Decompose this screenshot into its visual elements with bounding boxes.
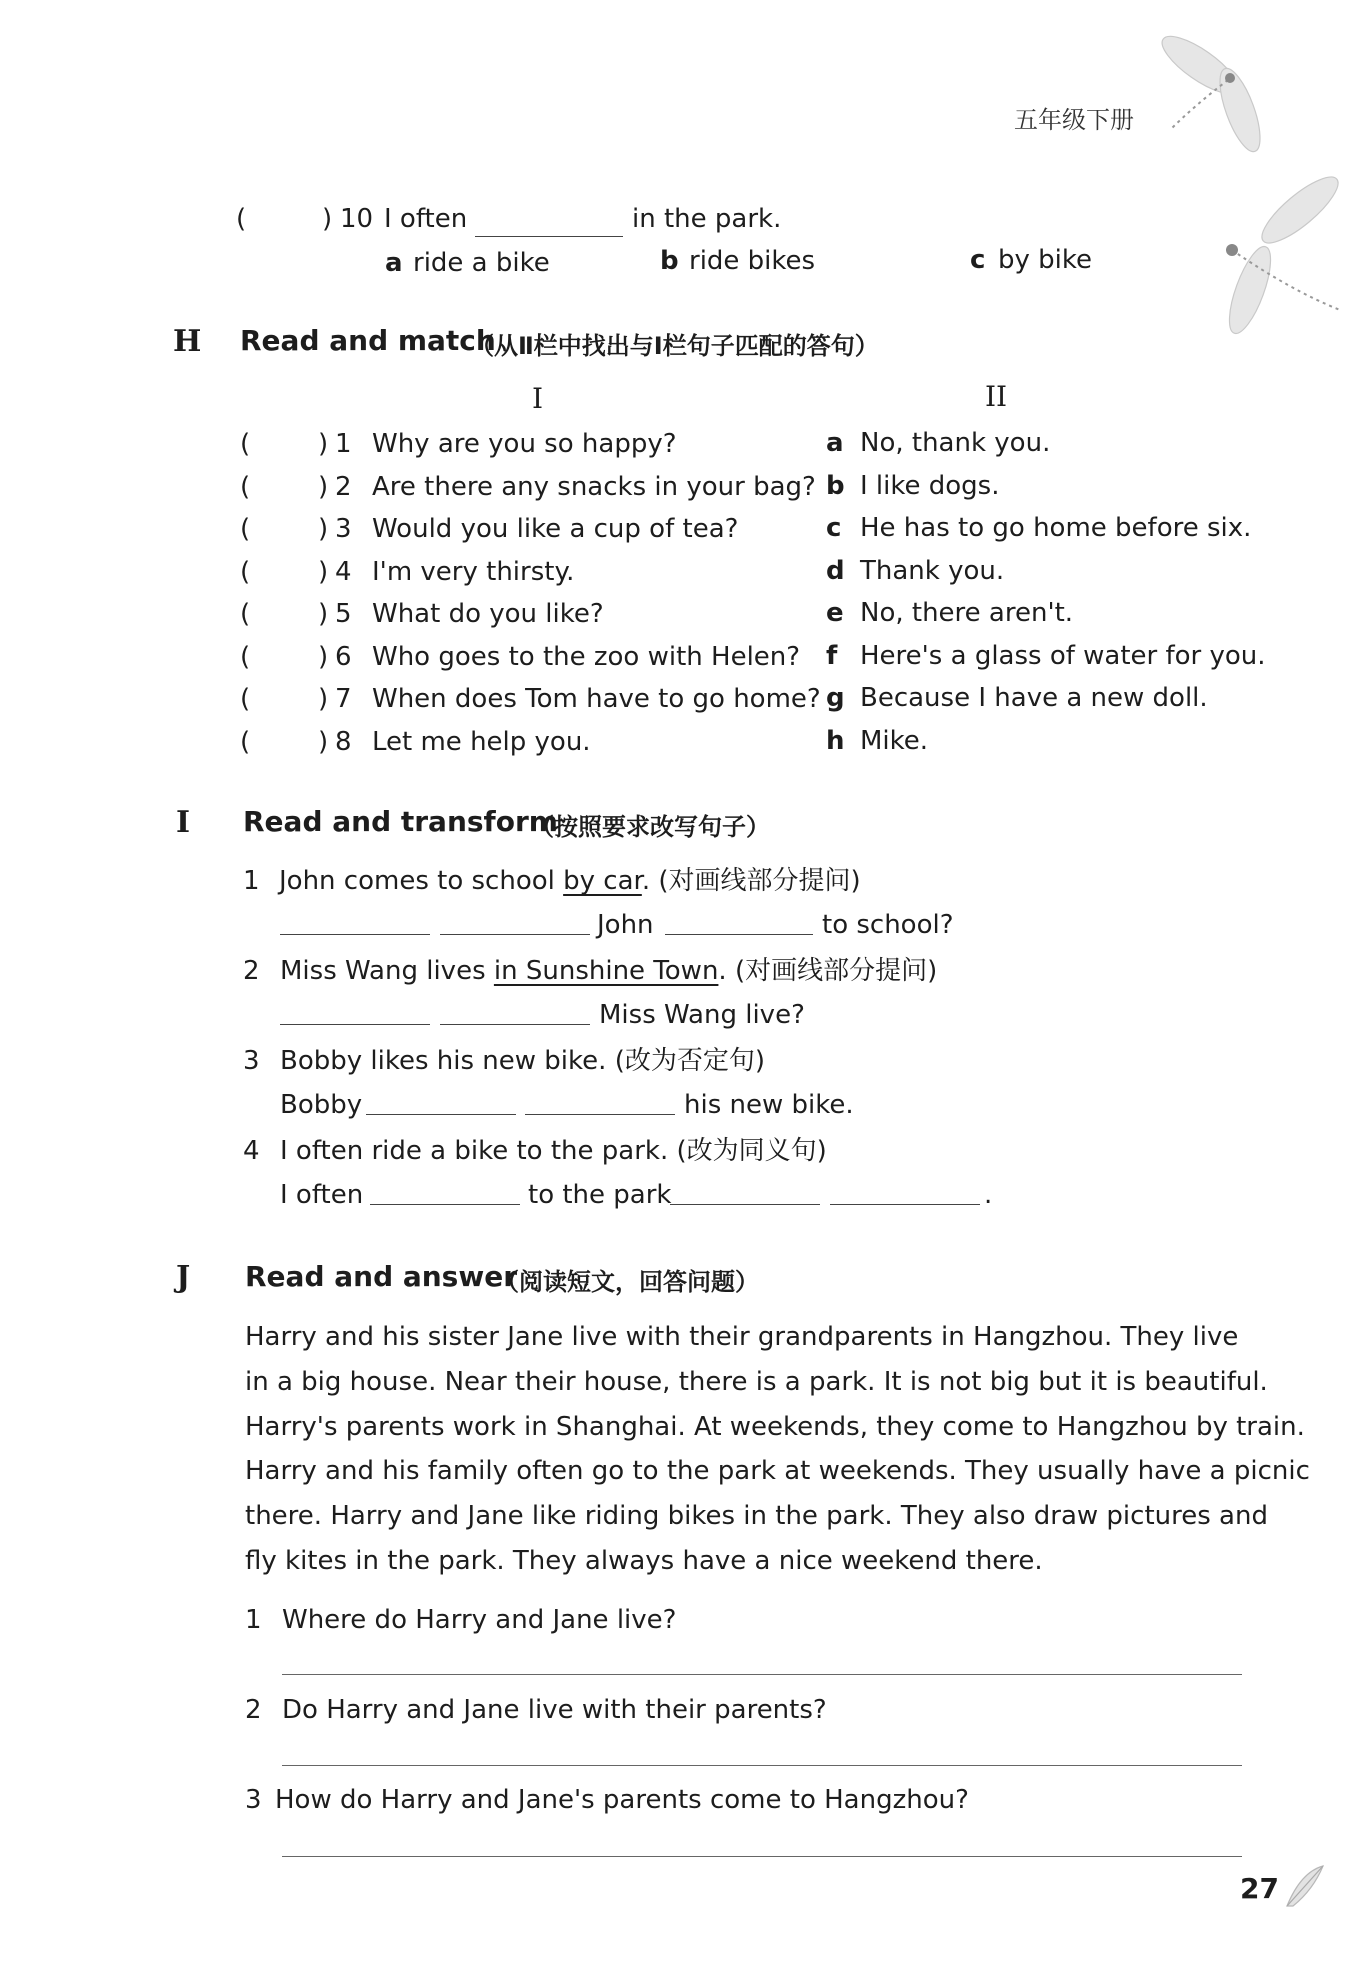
passage-line: fly kites in the park. They always have a nice weekend there. (245, 1546, 1043, 1576)
h-answer-letter: f (826, 641, 838, 671)
column-2-header: II (985, 380, 1008, 413)
i-q2-blank-1[interactable] (280, 998, 430, 1025)
section-j-note: （阅读短文，回答问题） (495, 1268, 759, 1296)
h-answer-letter: h (826, 726, 845, 756)
section-h-title: Read and match (240, 324, 496, 357)
h-item-number: 8 (335, 727, 352, 757)
i-q1-number: 1 (243, 866, 260, 896)
h-paren-open: ( (240, 557, 251, 587)
h-answer-text: He has to go home before six. (860, 513, 1252, 543)
j-q3-text: How do Harry and Jane's parents come to Hangzhou? (275, 1785, 969, 1815)
i-q3-word-bobby: Bobby (280, 1090, 363, 1120)
i-q4-sentence: I often ride a bike to the park. (改为同义句) (280, 1136, 827, 1166)
h-answer-box[interactable] (256, 725, 316, 759)
h-paren-close: ) (318, 514, 329, 544)
h-answer-text: I like dogs. (860, 471, 1000, 501)
i-q3-blank-1[interactable] (366, 1088, 516, 1115)
h-answer-letter: g (826, 683, 845, 713)
h-answer-box[interactable] (256, 555, 316, 589)
h-paren-close: ) (318, 472, 329, 502)
h-answer-letter: d (826, 556, 845, 586)
h-answer-letter: e (826, 598, 844, 628)
q10-option-a-letter: a (385, 248, 403, 278)
passage-line: there. Harry and Jane like riding bikes in the park. They also draw pictures and (245, 1501, 1268, 1531)
i-q2-sentence: Miss Wang lives in Sunshine Town. (对画线部分提问) (280, 956, 938, 986)
q10-text-before: I often (384, 204, 468, 234)
j-q1-answer-line[interactable] (282, 1674, 1242, 1675)
h-paren-close: ) (318, 599, 329, 629)
h-item-text: What do you like? (372, 599, 604, 629)
h-paren-close: ) (318, 557, 329, 587)
section-i-letter: I (176, 805, 191, 840)
i-q4-word-to-the-park: to the park (528, 1180, 672, 1210)
h-paren-close: ) (318, 684, 329, 714)
i-q3-word-his-new-bike: his new bike. (684, 1090, 854, 1120)
q10-number: 10 (340, 204, 374, 234)
i-q4-end-period: . (984, 1180, 993, 1210)
q10-option-c-text: by bike (998, 245, 1093, 275)
section-i-note: （按照要求改写句子） (530, 813, 770, 841)
h-item-number: 3 (335, 514, 352, 544)
i-q2-blank-2[interactable] (440, 998, 590, 1025)
h-item-text: I'm very thirsty. (372, 557, 575, 587)
i-q2-underlined: in Sunshine Town (493, 956, 719, 986)
h-item-number: 2 (335, 472, 352, 502)
j-q2-answer-line[interactable] (282, 1765, 1242, 1766)
q10-option-b-letter: b (660, 246, 679, 276)
h-answer-text: Mike. (860, 726, 929, 756)
i-q4-blank-2[interactable] (670, 1178, 820, 1205)
h-answer-letter: a (826, 428, 844, 458)
q10-option-b-text: ride bikes (689, 246, 816, 276)
i-q4-blank-3[interactable] (830, 1178, 980, 1205)
h-answer-text: Because I have a new doll. (860, 683, 1208, 713)
q10-text-after: in the park. (632, 204, 782, 234)
h-answer-text: No, there aren't. (860, 598, 1074, 628)
h-answer-text: No, thank you. (860, 428, 1051, 458)
i-q1-underlined: by car (563, 866, 642, 896)
section-i-title: Read and transform (243, 805, 558, 838)
h-paren-open: ( (240, 642, 251, 672)
h-item-number: 5 (335, 599, 352, 629)
i-q4-word-i-often: I often (280, 1180, 364, 1210)
i-q2-number: 2 (243, 956, 260, 986)
i-q4-blank-1[interactable] (370, 1178, 520, 1205)
h-answer-letter: b (826, 471, 845, 501)
leaf-decoration-icon (1283, 1862, 1328, 1910)
i-q3-sentence: Bobby likes his new bike. (改为否定句) (280, 1046, 765, 1076)
passage-line: Harry and his family often go to the park at weekends. They usually have a picnic (245, 1456, 1310, 1486)
i-q1-blank-1[interactable] (280, 908, 430, 935)
q10-answer-blank[interactable] (475, 210, 623, 237)
i-q4-number: 4 (243, 1136, 260, 1166)
h-paren-open: ( (240, 472, 251, 502)
section-h-note: （从Ⅱ栏中找出与Ⅰ栏句子匹配的答句） (470, 332, 879, 360)
column-1-header: I (532, 382, 544, 415)
q10-paren-close: ) (322, 204, 333, 234)
h-item-number: 7 (335, 684, 352, 714)
h-answer-box[interactable] (256, 427, 316, 461)
h-answer-box[interactable] (256, 640, 316, 674)
j-q1-number: 1 (245, 1605, 262, 1635)
i-q2-word-miss-wang: Miss Wang live? (599, 1000, 805, 1030)
i-q3-blank-2[interactable] (525, 1088, 675, 1115)
i-q1-blank-2[interactable] (440, 908, 590, 935)
section-j-letter: J (176, 1260, 191, 1295)
h-item-text: Would you like a cup of tea? (372, 514, 739, 544)
q10-option-c-letter: c (970, 245, 986, 275)
h-paren-open: ( (240, 599, 251, 629)
h-item-number: 6 (335, 642, 352, 672)
h-paren-close: ) (318, 727, 329, 757)
h-paren-close: ) (318, 429, 329, 459)
i-q3-number: 3 (243, 1046, 260, 1076)
i-q1-blank-3[interactable] (665, 908, 813, 935)
h-item-number: 4 (335, 557, 352, 587)
h-answer-box[interactable] (256, 512, 316, 546)
h-answer-text: Thank you. (860, 556, 1005, 586)
section-j-title: Read and answer (245, 1260, 518, 1293)
page-number: 27 (1240, 1872, 1279, 1905)
h-answer-box[interactable] (256, 597, 316, 631)
h-paren-close: ) (318, 642, 329, 672)
h-answer-box[interactable] (256, 682, 316, 716)
h-paren-open: ( (240, 727, 251, 757)
j-q2-number: 2 (245, 1695, 262, 1725)
h-paren-open: ( (240, 514, 251, 544)
h-item-number: 1 (335, 429, 352, 459)
q10-paren-open: ( (236, 204, 247, 234)
j-q3-answer-line[interactable] (282, 1856, 1242, 1857)
j-q3-number: 3 (245, 1785, 262, 1815)
h-item-text: Let me help you. (372, 727, 591, 757)
h-item-text: When does Tom have to go home? (372, 684, 821, 714)
h-item-text: Why are you so happy? (372, 429, 677, 459)
h-item-text: Are there any snacks in your bag? (372, 472, 816, 502)
h-answer-letter: c (826, 513, 842, 543)
q10-option-a-text: ride a bike (413, 248, 550, 278)
grade-label: 五年级下册 (1014, 106, 1134, 134)
passage-line: Harry's parents work in Shanghai. At weekends, they come to Hangzhou by train. (245, 1412, 1305, 1442)
j-q2-text: Do Harry and Jane live with their parents? (282, 1695, 827, 1725)
passage-line: Harry and his sister Jane live with their grandparents in Hangzhou. They live (245, 1322, 1239, 1352)
i-q1-word-to-school: to school? (822, 910, 954, 940)
h-item-text: Who goes to the zoo with Helen? (372, 642, 801, 672)
j-q1-text: Where do Harry and Jane live? (282, 1605, 677, 1635)
i-q1-word-john: John (597, 910, 654, 940)
h-paren-open: ( (240, 684, 251, 714)
section-h-letter: H (173, 324, 202, 359)
i-q1-sentence: John comes to school by car. (对画线部分提问) (279, 866, 861, 896)
h-paren-open: ( (240, 429, 251, 459)
h-answer-text: Here's a glass of water for you. (860, 641, 1266, 671)
h-answer-box[interactable] (256, 470, 316, 504)
passage-line: in a big house. Near their house, there is a park. It is not big but it is beautiful. (245, 1367, 1268, 1397)
dragonfly-decoration-icon (1150, 10, 1345, 370)
